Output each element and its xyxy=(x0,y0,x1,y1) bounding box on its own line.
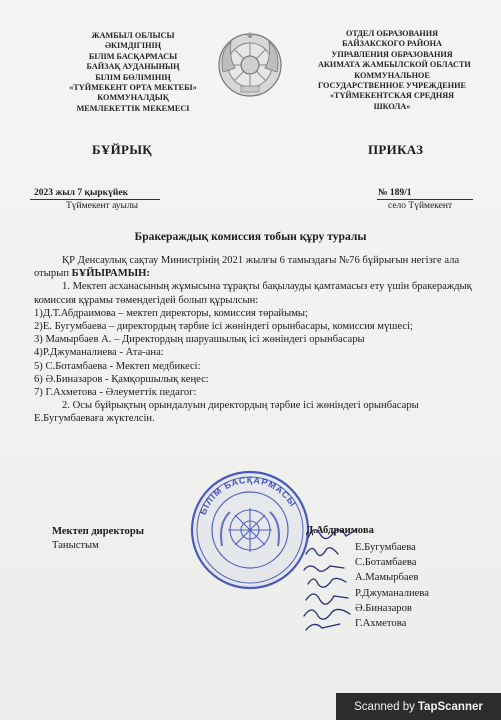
document-type-kz: БҰЙРЫҚ xyxy=(92,142,153,157)
scanner-watermark xyxy=(336,693,501,720)
member-line: 7) Г.Ахметова - Әлеуметтік педагог: xyxy=(34,387,197,399)
order-body xyxy=(34,254,479,426)
basis-text: ҚР Денсаулық сақтау Министрінің 2021 жылғы 6 тамыздағы №76 бұйрығын негізге ала отырып xyxy=(34,255,460,280)
scanner-prefix: Scanned by xyxy=(354,700,415,713)
document-type-ru: ПРИКАЗ xyxy=(368,142,424,157)
stamp-ring-text: БІЛІМ БАСҚАРМАСЫ xyxy=(197,474,299,517)
header-right-line: КОММУНАЛЬНОЕ xyxy=(354,70,430,80)
paragraph-basis xyxy=(34,254,479,280)
acquainted-names-list xyxy=(355,540,429,631)
member-line: 5) С.Ботамбаева - Мектеп медбикесі: xyxy=(34,360,201,372)
header-left-line: БІЛІМ БАСҚАРМАСЫ xyxy=(88,51,178,61)
header-right-ru xyxy=(318,29,471,112)
acquainted-name: С.Ботамбаева xyxy=(355,557,417,569)
order-keyword: БҰЙЫРАМЫН: xyxy=(71,268,150,280)
number-underline xyxy=(377,199,473,200)
signature-title: Мектеп директоры xyxy=(52,526,145,537)
member-line: 3) Мамырбаев А. – Директордың шаруашылық ісі жөніндегі орынбасары xyxy=(34,334,365,346)
acquainted-name: Ә.Биназаров xyxy=(355,602,412,614)
header-left-line: КОММУНАЛДЫҚ xyxy=(97,93,169,103)
header-left-line: ӘКІМДІГІНІҢ xyxy=(104,41,162,51)
header-right-line: АКИМАТА ЖАМБЫЛСКОЙ ОБЛАСТИ xyxy=(318,60,471,70)
header-left-line: «ТҮЙМЕКЕНТ ОРТА МЕКТЕБІ» xyxy=(69,83,197,93)
header-left-line: ЖАМБЫЛ ОБЛЫСЫ xyxy=(91,31,175,40)
header-right-line: ОТДЕЛ ОБРАЗОВАНИЯ xyxy=(345,29,439,38)
acquainted-name: Е.Бугумбаева xyxy=(355,542,416,553)
state-emblem-icon xyxy=(217,32,283,98)
place-kz: Түймекент ауылы xyxy=(66,201,139,211)
date-underline xyxy=(30,199,160,200)
paragraph-item-2: 2. Осы бұйрықтың орындалуын директордың тәрбие ісі жөніндегі орынбасары Е.Бугумбаеваға жүктелсін. xyxy=(34,400,419,425)
place-ru: село Түймекент xyxy=(388,201,453,211)
order-subject: Бракераждық комиссия тобын құру туралы xyxy=(134,230,367,243)
header-right-line: ГОСУДАРСТВЕННОЕ УЧРЕЖДЕНИЕ xyxy=(318,81,466,91)
paragraph-item-1: 1. Мектеп асханасының жұмысына тұрақты бақылауды қамтамасыз ету үшін бракераждық комиссия құрамы төмендегідей болып құрылсын: xyxy=(34,281,472,306)
header-right-line: «ТҮЙМЕКЕНТСКАЯ СРЕДНЯЯ xyxy=(329,91,455,101)
acquainted-name: Г.Ахметова xyxy=(355,618,407,630)
member-line: 6) Ә.Биназаров - Қамқоршылық кеңес: xyxy=(34,373,209,385)
member-line: 2)Е. Бугумбаева – директордың тәрбие ісі жөніндегі орынбасары, комиссия мүшесі; xyxy=(34,321,414,333)
member-line: 4)Р.Джуманалиева - Ата-ана: xyxy=(34,347,164,359)
official-stamp-icon xyxy=(188,468,312,592)
order-date: 2023 жыл 7 қыркүйек xyxy=(34,188,129,198)
header-right-line: УПРАВЛЕНИЯ ОБРАЗОВАНИЯ xyxy=(331,49,453,59)
acquainted-label: Таныстым xyxy=(52,540,99,551)
acquainted-name: Р.Джуманалиева xyxy=(355,587,429,599)
header-right-line: ШКОЛА» xyxy=(373,101,411,111)
scanner-brand: TapScanner xyxy=(417,700,483,713)
signatures-icon xyxy=(300,520,360,640)
order-number: № 189/1 xyxy=(378,188,412,198)
header-left-line: БАЙЗАҚ АУДАНЫНЫҢ xyxy=(86,62,180,72)
member-line: 1)Д.Т.Абдраимова – мектеп директоры, комиссия төрайымы; xyxy=(34,307,308,319)
director-name: Д.Абдраимова xyxy=(306,525,374,536)
header-left-line: МЕМЛЕКЕТТІК МЕКЕМЕСІ xyxy=(76,103,190,113)
header-left-line: БІЛІМ БӨЛІМІНІҢ xyxy=(95,72,171,82)
header-left-kz xyxy=(58,31,208,114)
header-right-line: БАЙЗАКСКОГО РАЙОНА xyxy=(342,39,442,49)
acquainted-name: А.Мамырбаев xyxy=(355,572,419,584)
